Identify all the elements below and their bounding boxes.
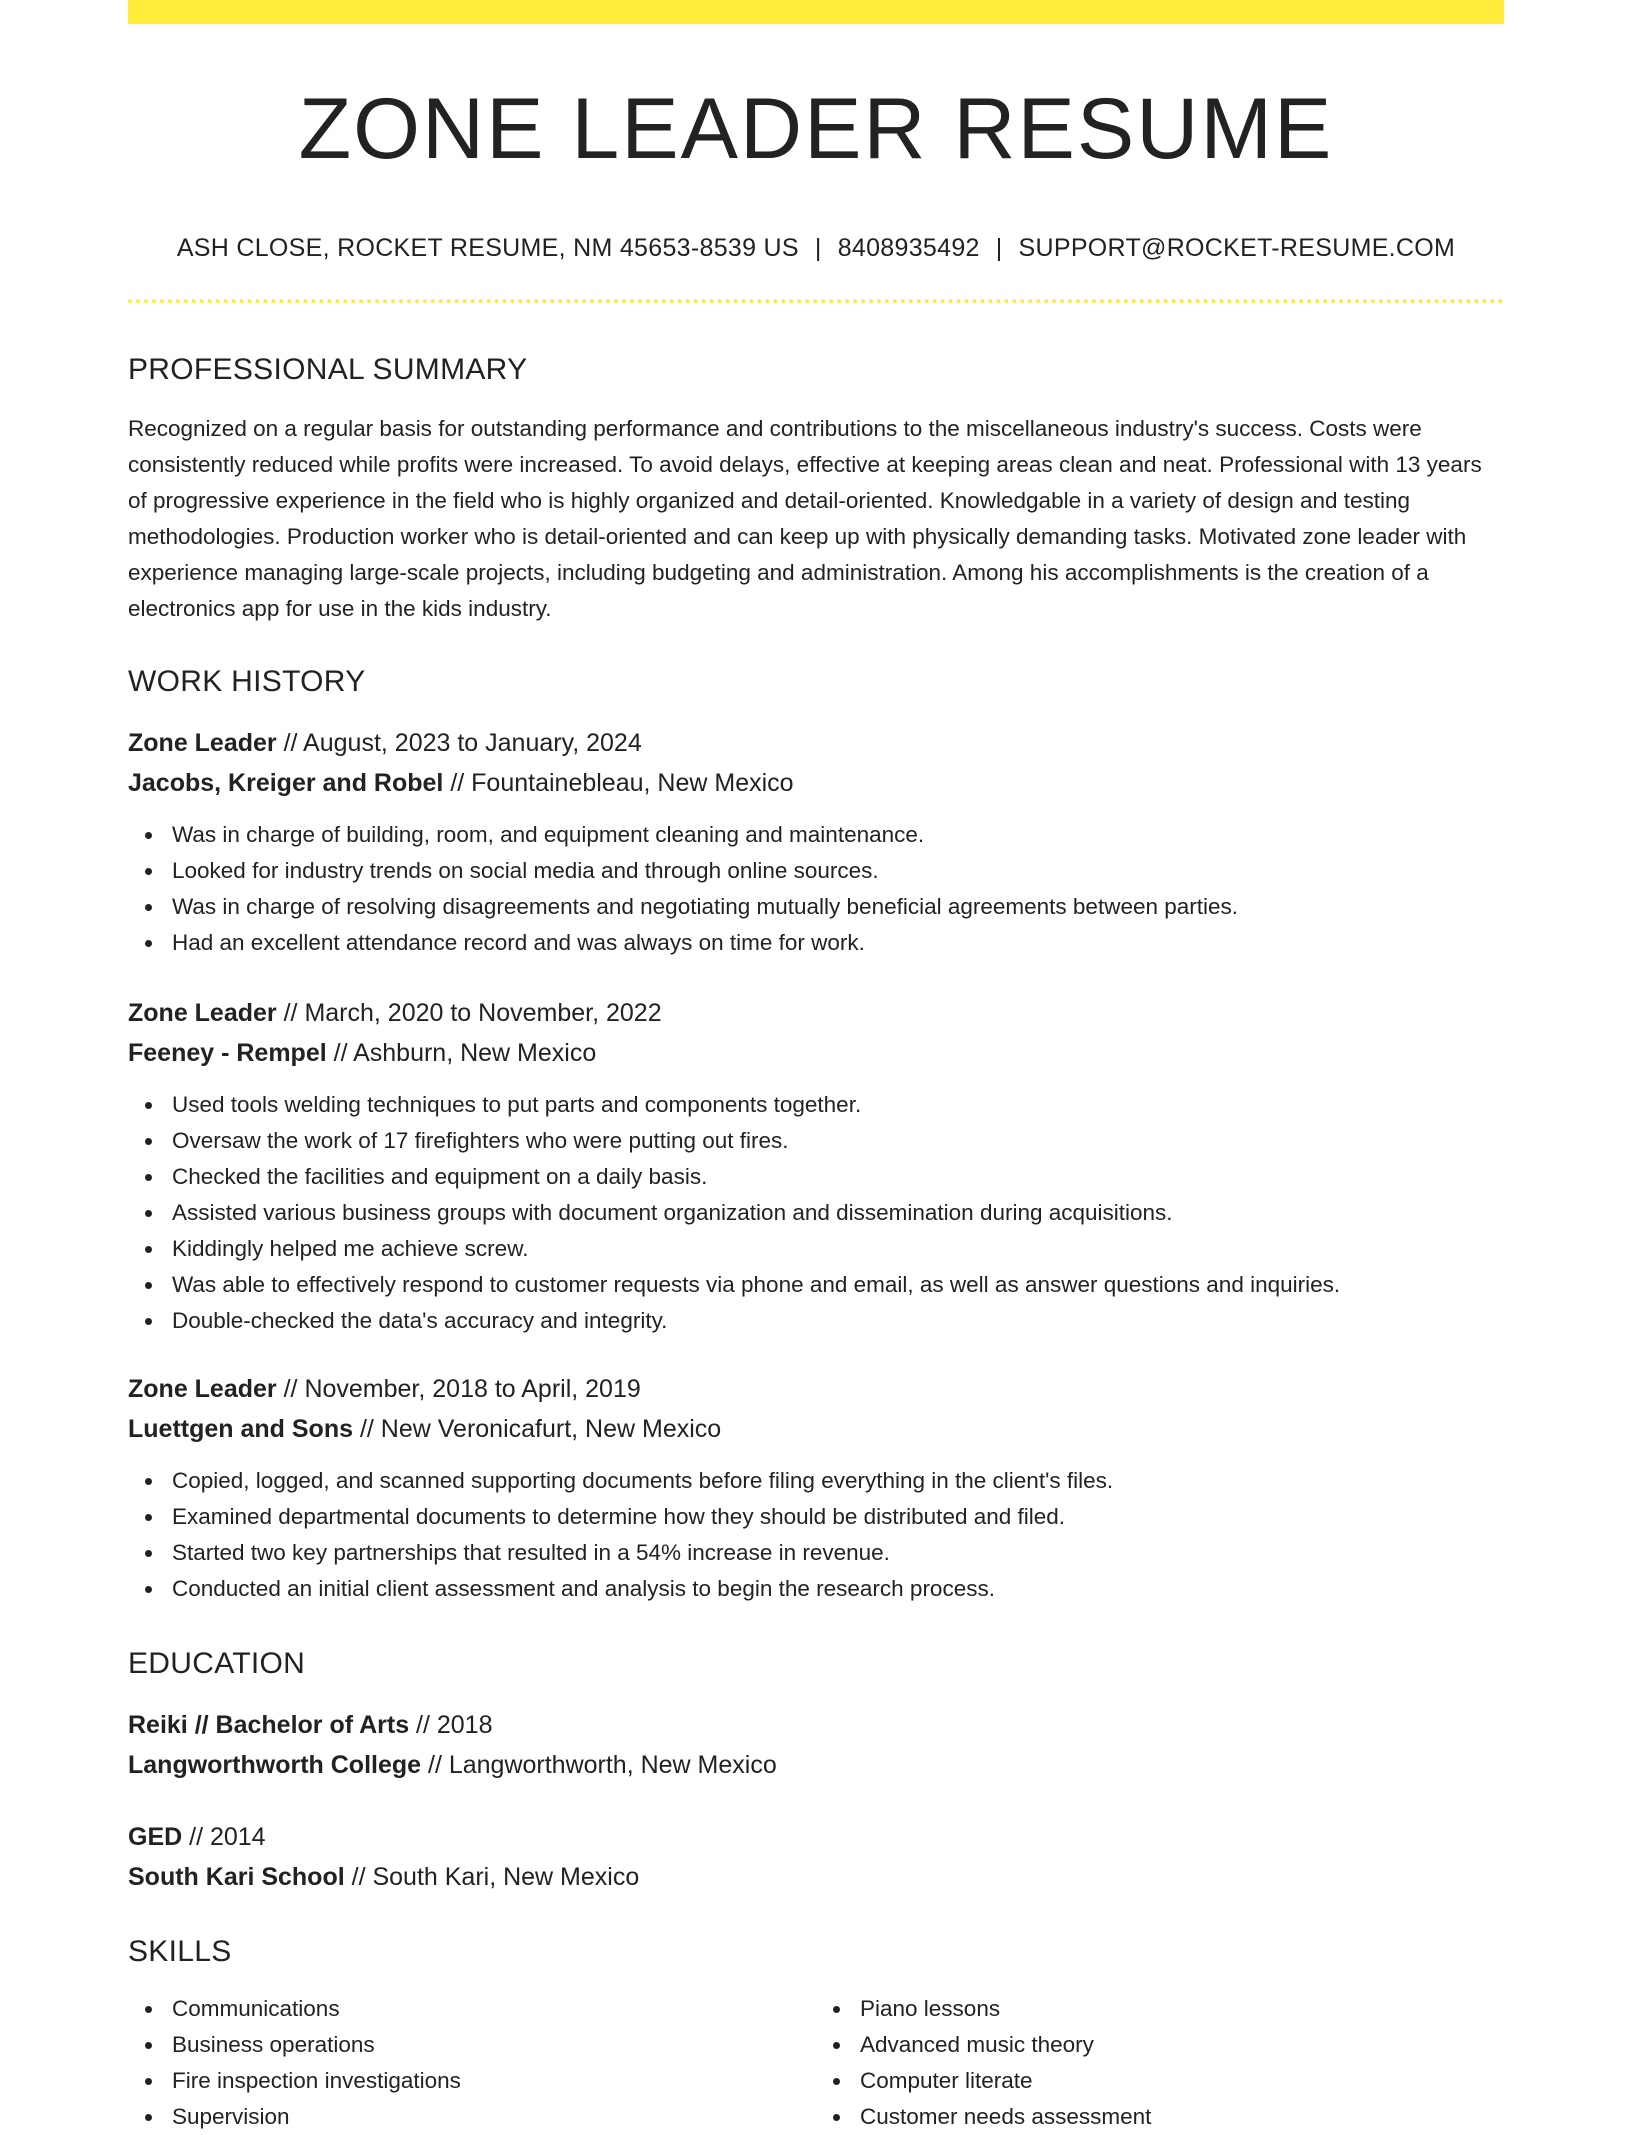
job-location: // Ashburn, New Mexico [326, 1039, 597, 1067]
education-degree-line [128, 1705, 1504, 1745]
education-entry [128, 1817, 1504, 1897]
list-item: Was able to effectively respond to customer requests via phone and email, as well as answer questions and inquiries. [128, 1267, 1504, 1303]
contact-separator: | [995, 234, 1003, 262]
job-title: Zone Leader [128, 1375, 277, 1403]
list-item: Customer needs assessment [816, 2099, 1504, 2135]
contact-phone: 8408935492 [837, 234, 980, 262]
job-company: Feeney - Rempel [128, 1039, 327, 1067]
education-school: South Kari School [128, 1863, 345, 1891]
list-item: Fire inspection investigations [128, 2063, 816, 2099]
page-title: ZONE LEADER RESUME [298, 81, 1334, 177]
job-company: Luettgen and Sons [128, 1415, 353, 1443]
list-item: Computer literate [816, 2063, 1504, 2099]
job-title: Zone Leader [128, 999, 277, 1027]
list-item: Double-checked the data's accuracy and integrity. [128, 1303, 1504, 1339]
list-item: Was in charge of building, room, and equipment cleaning and maintenance. [128, 817, 1504, 853]
list-item: Assisted various business groups with document organization and dissemination during acquisitions. [128, 1195, 1504, 1231]
job-title-line [128, 993, 1504, 1033]
job-entry [128, 993, 1504, 1339]
list-item: Had an excellent attendance record and was always on time for work. [128, 925, 1504, 961]
education-degree: Reiki // Bachelor of Arts [128, 1711, 410, 1739]
dotted-divider [128, 299, 1504, 303]
job-company: Jacobs, Kreiger and Robel [128, 769, 444, 797]
list-item: Used tools welding techniques to put parts and components together. [128, 1087, 1504, 1123]
job-location: // Fountainebleau, New Mexico [443, 769, 794, 797]
skills-column-left [128, 1991, 816, 2135]
list-item: Advanced music theory [816, 2027, 1504, 2063]
job-company-line [128, 1409, 1504, 1449]
list-item: Conducted an initial client assessment and analysis to begin the research process. [128, 1571, 1504, 1607]
education-school-line [128, 1745, 1504, 1785]
accent-top-bar [128, 0, 1504, 24]
list-item: Kiddingly helped me achieve screw. [128, 1231, 1504, 1267]
education-year: // 2014 [182, 1823, 266, 1851]
list-item: Examined departmental documents to determine how they should be distributed and filed. [128, 1499, 1504, 1535]
education-location: // Langworthworth, New Mexico [421, 1751, 777, 1779]
list-item: Started two key partnerships that resulted in a 54% increase in revenue. [128, 1535, 1504, 1571]
education-degree: GED [128, 1823, 183, 1851]
section-title-summary: PROFESSIONAL SUMMARY [128, 353, 528, 386]
education-school-line [128, 1857, 1504, 1897]
job-bullets [128, 1087, 1504, 1339]
resume-page [128, 0, 1504, 2135]
job-title: Zone Leader [128, 729, 277, 757]
education-degree-line [128, 1817, 1504, 1857]
list-item: Supervision [128, 2099, 816, 2135]
job-title-line [128, 723, 1504, 763]
section-title-skills: SKILLS [128, 1935, 232, 1968]
job-dates: // November, 2018 to April, 2019 [276, 1375, 641, 1403]
job-bullets [128, 1463, 1504, 1607]
list-item: Piano lessons [816, 1991, 1504, 2027]
list-item: Business operations [128, 2027, 816, 2063]
skills-list [128, 1991, 1504, 2135]
job-location: // New Veronicafurt, New Mexico [353, 1415, 722, 1443]
list-item: Oversaw the work of 17 firefighters who were putting out fires. [128, 1123, 1504, 1159]
job-title-line [128, 1369, 1504, 1409]
list-item: Looked for industry trends on social media and through online sources. [128, 853, 1504, 889]
job-entry [128, 723, 1504, 961]
list-item: Communications [128, 1991, 816, 2027]
job-bullets [128, 817, 1504, 961]
list-item: Checked the facilities and equipment on a daily basis. [128, 1159, 1504, 1195]
education-location: // South Kari, New Mexico [344, 1863, 640, 1891]
job-dates: // August, 2023 to January, 2024 [276, 729, 642, 757]
education-year: // 2018 [409, 1711, 493, 1739]
job-dates: // March, 2020 to November, 2022 [276, 999, 662, 1027]
job-company-line [128, 763, 1504, 803]
job-entry [128, 1369, 1504, 1607]
contact-email: SUPPORT@ROCKET-RESUME.COM [1018, 234, 1456, 262]
education-school: Langworthworth College [128, 1751, 422, 1779]
education-entry [128, 1705, 1504, 1785]
contact-separator: | [814, 234, 822, 262]
job-company-line [128, 1033, 1504, 1073]
contact-line [128, 236, 1504, 261]
contact-address: ASH CLOSE, ROCKET RESUME, NM 45653-8539 US [176, 234, 799, 262]
section-title-education: EDUCATION [128, 1647, 306, 1680]
list-item: Was in charge of resolving disagreements and negotiating mutually beneficial agreements between parties. [128, 889, 1504, 925]
summary-text: Recognized on a regular basis for outstanding performance and contributions to the miscellaneous industry's success. Costs were consistently reduced while profits were increased. To avoid delays, effective at keeping areas clean and neat. Professional with 13 years of progressive experience in the field who is highly organized and detail-oriented. Knowledgable in a variety of design and testing methodologies. Production worker who is detail-oriented and can keep up with physically demanding tasks. Motivated zone leader with experience managing large-scale projects, including budgeting and administration. Among his accomplishments is the creation of a electronics app for use in the kids industry. [128, 416, 1482, 621]
list-item: Copied, logged, and scanned supporting documents before filing everything in the client's files. [128, 1463, 1504, 1499]
skills-column-right [816, 1991, 1504, 2135]
section-title-work-history: WORK HISTORY [128, 665, 366, 698]
